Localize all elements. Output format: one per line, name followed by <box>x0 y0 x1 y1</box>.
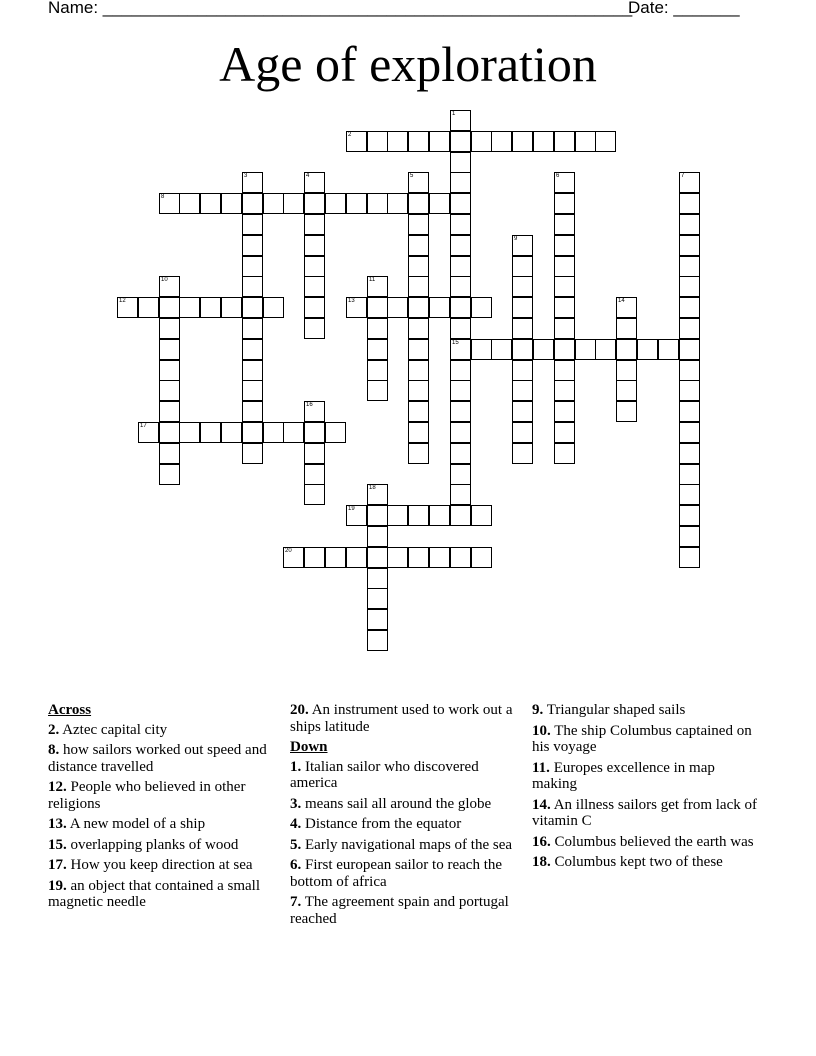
clue-across-20 <box>290 702 515 735</box>
clue-across-17 <box>48 857 273 874</box>
crossword-cell[interactable] <box>304 484 325 505</box>
cell-number: 9 <box>514 236 518 242</box>
crossword-cell[interactable] <box>450 422 471 443</box>
crossword-cell[interactable] <box>512 339 533 360</box>
cell-number: 7 <box>681 173 685 179</box>
clue-number: 14. <box>532 796 551 813</box>
crossword-cell[interactable] <box>304 256 325 277</box>
crossword-cell[interactable] <box>408 214 429 235</box>
crossword-cell[interactable] <box>221 297 242 318</box>
cell-number: 3 <box>244 173 248 179</box>
clue-text: means sail all around the globe <box>305 795 492 812</box>
crossword-cell[interactable] <box>429 505 450 526</box>
cell-number: 4 <box>306 173 310 179</box>
clue-number: 8. <box>48 742 60 758</box>
crossword-cell[interactable] <box>450 193 471 214</box>
crossword-cell[interactable] <box>304 422 325 443</box>
crossword-cell[interactable] <box>575 339 596 360</box>
crossword-cell[interactable] <box>325 422 346 443</box>
crossword-cell[interactable] <box>159 276 180 297</box>
crossword-cell[interactable] <box>471 297 492 318</box>
cell-number: 13 <box>348 298 355 304</box>
cell-number: 14 <box>618 298 625 304</box>
cell-number: 6 <box>556 173 560 179</box>
crossword-cell[interactable] <box>179 297 200 318</box>
crossword-cell[interactable] <box>450 464 471 485</box>
crossword-cell[interactable] <box>408 401 429 422</box>
cell-number: 15 <box>452 340 459 346</box>
crossword-cell[interactable] <box>242 422 263 443</box>
crossword-cell[interactable] <box>408 297 429 318</box>
clue-across-12 <box>48 779 273 812</box>
cell-number: 18 <box>369 485 376 491</box>
crossword-cell[interactable] <box>367 380 388 401</box>
crossword-cell[interactable] <box>221 193 242 214</box>
crossword-cell[interactable] <box>450 484 471 505</box>
crossword-cell[interactable] <box>408 360 429 381</box>
crossword-cell[interactable] <box>304 547 325 568</box>
across-heading: Across <box>48 702 92 718</box>
crossword-cell[interactable] <box>429 297 450 318</box>
clue-column-1 <box>48 702 273 915</box>
crossword-cell[interactable] <box>658 339 679 360</box>
crossword-cell[interactable] <box>408 505 429 526</box>
crossword-cell[interactable] <box>242 256 263 277</box>
crossword-cell[interactable] <box>159 297 180 318</box>
crossword-cell[interactable] <box>367 609 388 630</box>
crossword-cell[interactable] <box>679 380 700 401</box>
crossword-cell[interactable] <box>512 401 533 422</box>
clue-text: The ship Columbus captained on his voyage <box>532 722 752 755</box>
crossword-cell[interactable] <box>554 318 575 339</box>
crossword-cell[interactable] <box>159 401 180 422</box>
cell-number: 20 <box>285 548 292 554</box>
crossword-cell[interactable] <box>367 568 388 589</box>
crossword-cell[interactable] <box>283 422 304 443</box>
crossword-cell[interactable] <box>242 401 263 422</box>
crossword-cell[interactable] <box>450 256 471 277</box>
clue-number: 7. <box>290 894 302 910</box>
cell-number: 5 <box>410 173 414 179</box>
clue-text: An instrument used to work out a ships latitude <box>290 702 513 735</box>
crossword-cell[interactable] <box>408 256 429 277</box>
crossword-cell[interactable] <box>450 443 471 464</box>
crossword-cell[interactable] <box>304 443 325 464</box>
crossword-cell[interactable] <box>346 547 367 568</box>
cell-number: 19 <box>348 506 355 512</box>
crossword-cell[interactable] <box>616 380 637 401</box>
crossword-cell[interactable] <box>408 131 429 152</box>
clue-text: an object that contained a small magnetic needle <box>48 877 261 910</box>
crossword-cell[interactable] <box>367 484 388 505</box>
crossword-cell[interactable] <box>679 547 700 568</box>
crossword-cell[interactable] <box>471 505 492 526</box>
crossword-cell[interactable] <box>679 484 700 505</box>
crossword-cell[interactable] <box>679 318 700 339</box>
clue-down-3 <box>290 796 515 813</box>
clue-text: Early navigational maps of the sea <box>305 836 513 853</box>
crossword-cell[interactable] <box>346 193 367 214</box>
clue-number: 2. <box>48 721 60 738</box>
crossword-cell[interactable] <box>242 360 263 381</box>
crossword-cell[interactable] <box>554 131 575 152</box>
crossword-cell[interactable] <box>387 505 408 526</box>
crossword-cell[interactable] <box>408 547 429 568</box>
crossword-cell[interactable] <box>554 339 575 360</box>
crossword-cell[interactable] <box>242 297 263 318</box>
crossword-cell[interactable] <box>533 131 554 152</box>
crossword-cell[interactable] <box>679 339 700 360</box>
clue-down-1 <box>290 759 515 792</box>
crossword-cell[interactable] <box>554 422 575 443</box>
page-title: Age of exploration <box>219 36 597 92</box>
crossword-cell[interactable] <box>242 443 263 464</box>
crossword-cell[interactable] <box>242 235 263 256</box>
clue-down-16 <box>532 834 762 851</box>
crossword-cell[interactable] <box>304 276 325 297</box>
crossword-cell[interactable] <box>429 547 450 568</box>
crossword-cell[interactable] <box>450 152 471 173</box>
clue-number: 4. <box>290 816 302 832</box>
crossword-cell[interactable] <box>325 547 346 568</box>
crossword-cell[interactable] <box>679 235 700 256</box>
crossword-cell[interactable] <box>200 422 221 443</box>
crossword-cell[interactable] <box>242 318 263 339</box>
clue-text: Triangular shaped sails <box>546 702 686 718</box>
crossword-cell[interactable] <box>159 318 180 339</box>
crossword-cell[interactable] <box>512 318 533 339</box>
crossword-cell[interactable] <box>367 547 388 568</box>
crossword-cell[interactable] <box>263 193 284 214</box>
crossword-cell[interactable] <box>595 339 616 360</box>
cell-number: 17 <box>140 423 147 429</box>
clue-text: The agreement spain and portugal reached <box>290 894 509 927</box>
cell-number: 12 <box>119 298 126 304</box>
clue-across-2 <box>48 722 273 739</box>
crossword-cell[interactable] <box>159 422 180 443</box>
crossword-cell[interactable] <box>367 297 388 318</box>
clue-down-11 <box>532 760 762 793</box>
crossword-cell[interactable] <box>325 193 346 214</box>
clue-text: Europes excellence in map making <box>532 759 715 792</box>
clue-number: 19. <box>48 877 67 894</box>
down-heading: Down <box>290 739 328 755</box>
crossword-cell[interactable] <box>159 360 180 381</box>
crossword-cell[interactable] <box>679 172 700 193</box>
crossword-cell[interactable] <box>159 193 180 214</box>
crossword-cell[interactable] <box>304 464 325 485</box>
crossword-cell[interactable] <box>159 339 180 360</box>
crossword-cell[interactable] <box>408 380 429 401</box>
crossword-cell[interactable] <box>159 443 180 464</box>
crossword-cell[interactable] <box>367 360 388 381</box>
crossword-cell[interactable] <box>304 235 325 256</box>
crossword-cell[interactable] <box>138 297 159 318</box>
clue-across-13 <box>48 816 273 833</box>
crossword-cell[interactable] <box>450 214 471 235</box>
clue-down-7 <box>290 894 515 927</box>
crossword-cell[interactable] <box>450 131 471 152</box>
clue-number: 9. <box>532 702 544 718</box>
clue-text: Aztec capital city <box>62 721 168 738</box>
clue-down-10 <box>532 723 762 756</box>
crossword-cell[interactable] <box>679 360 700 381</box>
crossword-cell[interactable] <box>387 547 408 568</box>
crossword-cell[interactable] <box>450 110 471 131</box>
clue-text: A new model of a ship <box>69 816 206 832</box>
clue-text: Columbus kept two of these <box>554 854 723 870</box>
crossword-cell[interactable] <box>387 131 408 152</box>
clue-number: 6. <box>290 857 302 873</box>
clue-number: 10. <box>532 722 551 739</box>
crossword-cell[interactable] <box>554 256 575 277</box>
crossword-cell[interactable] <box>408 235 429 256</box>
clue-number: 13. <box>48 816 67 832</box>
clue-number: 11. <box>532 759 550 776</box>
clue-text: Distance from the equator <box>305 816 462 832</box>
crossword-cell[interactable] <box>554 380 575 401</box>
crossword-cell[interactable] <box>179 422 200 443</box>
crossword-cell[interactable] <box>616 297 637 318</box>
crossword-cell[interactable] <box>159 380 180 401</box>
crossword-cell[interactable] <box>242 193 263 214</box>
crossword-cell[interactable] <box>304 401 325 422</box>
crossword-cell[interactable] <box>679 193 700 214</box>
clue-number: 5. <box>290 836 302 853</box>
crossword-cell[interactable] <box>242 380 263 401</box>
crossword-cell[interactable] <box>367 193 388 214</box>
crossword-cell[interactable] <box>283 193 304 214</box>
crossword-cell[interactable] <box>679 464 700 485</box>
crossword-cell[interactable] <box>450 339 471 360</box>
clue-across-19 <box>48 878 273 911</box>
crossword-cell[interactable] <box>554 360 575 381</box>
crossword-cell[interactable] <box>367 276 388 297</box>
clue-number: 12. <box>48 779 67 795</box>
crossword-cell[interactable] <box>117 297 138 318</box>
crossword-cell[interactable] <box>304 318 325 339</box>
crossword-cell[interactable] <box>595 131 616 152</box>
crossword-cell[interactable] <box>679 505 700 526</box>
crossword-cell[interactable] <box>450 297 471 318</box>
crossword-cell[interactable] <box>200 297 221 318</box>
crossword-cell[interactable] <box>679 422 700 443</box>
crossword-cell[interactable] <box>491 131 512 152</box>
clue-number: 3. <box>290 795 302 812</box>
clue-down-5 <box>290 837 515 854</box>
clue-across-8 <box>48 742 273 775</box>
crossword-cell[interactable] <box>387 193 408 214</box>
clue-down-18 <box>532 854 762 871</box>
crossword-cell[interactable] <box>554 401 575 422</box>
crossword-cell[interactable] <box>429 131 450 152</box>
crossword-cell[interactable] <box>471 547 492 568</box>
crossword-cell[interactable] <box>679 443 700 464</box>
crossword-cell[interactable] <box>367 339 388 360</box>
clue-text: How you keep direction at sea <box>70 857 253 873</box>
crossword-cell[interactable] <box>179 193 200 214</box>
crossword-cell[interactable] <box>304 297 325 318</box>
name-field[interactable]: Name: ________________________________________________________ <box>48 0 633 17</box>
clue-number: 1. <box>290 758 302 775</box>
crossword-cell[interactable] <box>575 131 596 152</box>
crossword-cell[interactable] <box>367 526 388 547</box>
crossword-cell[interactable] <box>367 131 388 152</box>
date-field[interactable]: Date: _______ <box>628 0 740 17</box>
crossword-cell[interactable] <box>616 401 637 422</box>
crossword-cell[interactable] <box>429 193 450 214</box>
crossword-cell[interactable] <box>491 339 512 360</box>
crossword-cell[interactable] <box>471 339 492 360</box>
crossword-cell[interactable] <box>554 172 575 193</box>
crossword-cell[interactable] <box>450 318 471 339</box>
cell-number: 8 <box>161 194 165 200</box>
crossword-cell[interactable] <box>554 193 575 214</box>
crossword-cell[interactable] <box>616 339 637 360</box>
crossword-cell[interactable] <box>283 547 304 568</box>
clue-text: how sailors worked out speed and distance travelled <box>48 742 267 775</box>
crossword-cell[interactable] <box>450 380 471 401</box>
crossword-cell[interactable] <box>263 422 284 443</box>
clue-number: 15. <box>48 836 67 853</box>
clue-number: 20. <box>290 702 309 718</box>
crossword-cell[interactable] <box>554 297 575 318</box>
crossword-cell[interactable] <box>346 505 367 526</box>
crossword-cell[interactable] <box>554 443 575 464</box>
clue-number: 17. <box>48 857 67 873</box>
crossword-cell[interactable] <box>242 339 263 360</box>
crossword-cell[interactable] <box>512 276 533 297</box>
cell-number: 10 <box>161 277 168 283</box>
crossword-cell[interactable] <box>679 256 700 277</box>
cell-number: 11 <box>369 277 376 283</box>
crossword-cell[interactable] <box>450 276 471 297</box>
crossword-cell[interactable] <box>679 526 700 547</box>
crossword-cell[interactable] <box>159 464 180 485</box>
clue-text: Italian sailor who discovered america <box>290 758 479 791</box>
crossword-cell[interactable] <box>616 360 637 381</box>
crossword-cell[interactable] <box>138 422 159 443</box>
crossword-cell[interactable] <box>637 339 658 360</box>
crossword-cell[interactable] <box>346 131 367 152</box>
clue-column-2 <box>290 702 515 931</box>
crossword-cell[interactable] <box>304 193 325 214</box>
crossword-cell[interactable] <box>242 172 263 193</box>
crossword-cell[interactable] <box>679 214 700 235</box>
crossword-cell[interactable] <box>679 297 700 318</box>
clue-text: People who believed in other religions <box>48 779 246 812</box>
crossword-cell[interactable] <box>512 297 533 318</box>
crossword-cell[interactable] <box>387 297 408 318</box>
crossword-cell[interactable] <box>512 360 533 381</box>
crossword-cell[interactable] <box>408 318 429 339</box>
crossword-cell[interactable] <box>200 193 221 214</box>
clue-text: First european sailor to reach the bottom of africa <box>290 857 503 890</box>
clue-across-15 <box>48 837 273 854</box>
crossword-cell[interactable] <box>679 276 700 297</box>
crossword-cell[interactable] <box>450 505 471 526</box>
clue-down-9 <box>532 702 762 719</box>
cell-number: 1 <box>452 111 456 117</box>
crossword-cell[interactable] <box>616 318 637 339</box>
crossword-cell[interactable] <box>512 256 533 277</box>
crossword-cell[interactable] <box>450 235 471 256</box>
crossword-cell[interactable] <box>367 318 388 339</box>
crossword-cell[interactable] <box>242 214 263 235</box>
clue-down-6 <box>290 857 515 890</box>
crossword-cell[interactable] <box>263 297 284 318</box>
crossword-cell[interactable] <box>679 401 700 422</box>
crossword-cell[interactable] <box>367 630 388 651</box>
clue-number: 16. <box>532 833 551 850</box>
crossword-cell[interactable] <box>450 172 471 193</box>
crossword-cell[interactable] <box>408 193 429 214</box>
crossword-cell[interactable] <box>450 401 471 422</box>
crossword-cell[interactable] <box>242 276 263 297</box>
crossword-cell[interactable] <box>450 360 471 381</box>
crossword-cell[interactable] <box>221 422 242 443</box>
crossword-cell[interactable] <box>408 443 429 464</box>
crossword-cell[interactable] <box>367 588 388 609</box>
crossword-cell[interactable] <box>512 380 533 401</box>
clue-text: An illness sailors get from lack of vitamin C <box>532 796 757 829</box>
clue-text: overlapping planks of wood <box>70 836 239 853</box>
clue-down-14 <box>532 797 762 830</box>
cell-number: 16 <box>306 402 313 408</box>
crossword-cell[interactable] <box>512 422 533 443</box>
cell-number: 2 <box>348 132 352 138</box>
crossword-cell[interactable] <box>512 131 533 152</box>
crossword-cell[interactable] <box>450 547 471 568</box>
crossword-cell[interactable] <box>554 214 575 235</box>
crossword-cell[interactable] <box>408 276 429 297</box>
crossword-cell[interactable] <box>304 172 325 193</box>
crossword-cell[interactable] <box>512 235 533 256</box>
crossword-cell[interactable] <box>533 339 554 360</box>
clue-text: Columbus believed the earth was <box>554 833 754 850</box>
crossword-cell[interactable] <box>346 297 367 318</box>
clue-down-4 <box>290 816 515 833</box>
clue-column-3 <box>532 702 762 875</box>
crossword-cell[interactable] <box>471 131 492 152</box>
crossword-cell[interactable] <box>367 505 388 526</box>
crossword-cell[interactable] <box>554 235 575 256</box>
crossword-cell[interactable] <box>408 172 429 193</box>
crossword-cell[interactable] <box>408 339 429 360</box>
crossword-cell[interactable] <box>512 443 533 464</box>
crossword-cell[interactable] <box>408 422 429 443</box>
crossword-cell[interactable] <box>554 276 575 297</box>
crossword-cell[interactable] <box>304 214 325 235</box>
clue-number: 18. <box>532 854 551 870</box>
